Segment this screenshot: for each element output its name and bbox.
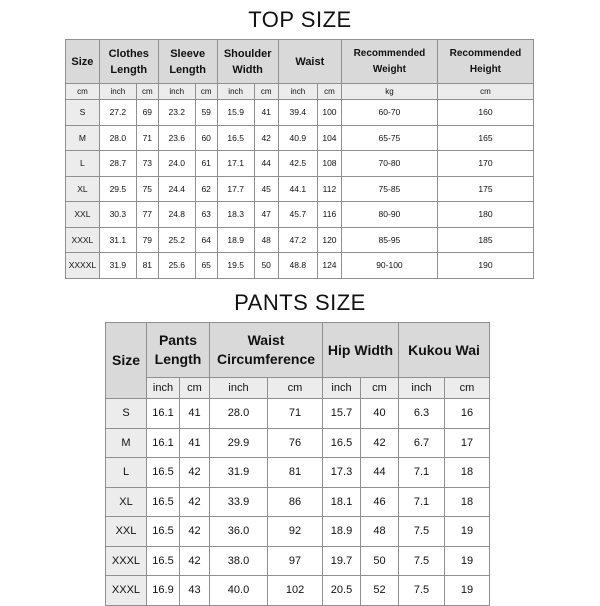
- unit-cell: cm: [437, 84, 533, 100]
- table-cell: 90-100: [341, 253, 437, 279]
- unit-cell: cm: [136, 84, 158, 100]
- table-cell: 28.0: [210, 399, 268, 429]
- table-cell: 86: [268, 487, 323, 517]
- table-cell: 73: [136, 151, 158, 177]
- top-size-title: TOP SIZE: [248, 7, 352, 32]
- table-cell: 19.7: [323, 546, 361, 576]
- table-cell: 75: [136, 176, 158, 202]
- table-cell: 31.9: [210, 458, 268, 488]
- size-label-cell: L: [66, 151, 100, 177]
- table-cell: 16.5: [147, 546, 180, 576]
- table-cell: 17.3: [323, 458, 361, 488]
- table-cell: 124: [317, 253, 341, 279]
- table-cell: 44: [361, 458, 399, 488]
- table-cell: 19: [445, 546, 490, 576]
- table-cell: 16.9: [147, 576, 180, 606]
- table-cell: 85-95: [341, 227, 437, 253]
- table-row: [66, 227, 534, 253]
- unit-cell: cm: [361, 378, 399, 399]
- table-cell: 60: [195, 125, 217, 151]
- table-cell: 61: [195, 151, 217, 177]
- table-cell: 18: [445, 458, 490, 488]
- header-shoulder-width: Shoulder Width: [217, 40, 278, 84]
- unit-cell: inch: [158, 84, 195, 100]
- top-body: [66, 100, 534, 279]
- unit-cell: cm: [445, 378, 490, 399]
- unit-cell: inch: [399, 378, 445, 399]
- table-cell: 120: [317, 227, 341, 253]
- pants-header-row: [106, 323, 490, 378]
- table-cell: 62: [195, 176, 217, 202]
- table-cell: 17.7: [217, 176, 254, 202]
- table-cell: 16.5: [217, 125, 254, 151]
- table-cell: 45.7: [278, 202, 317, 228]
- size-label-cell: XL: [106, 487, 147, 517]
- table-cell: 50: [361, 546, 399, 576]
- table-cell: 190: [437, 253, 533, 279]
- header-size: Size: [66, 40, 100, 84]
- size-label-cell: XXXL: [106, 576, 147, 606]
- table-row: [106, 546, 490, 576]
- table-cell: 79: [136, 227, 158, 253]
- header-waist: Waist: [278, 40, 341, 84]
- table-cell: 40.0: [210, 576, 268, 606]
- table-cell: 59: [195, 100, 217, 126]
- table-cell: 50: [254, 253, 278, 279]
- table-cell: 45: [254, 176, 278, 202]
- table-cell: 160: [437, 100, 533, 126]
- table-cell: 42: [180, 517, 210, 547]
- size-label-cell: L: [106, 458, 147, 488]
- table-cell: 75-85: [341, 176, 437, 202]
- table-row: [66, 100, 534, 126]
- table-cell: 65-75: [341, 125, 437, 151]
- table-cell: 81: [136, 253, 158, 279]
- table-cell: 102: [268, 576, 323, 606]
- size-label-cell: M: [66, 125, 100, 151]
- table-row: [106, 428, 490, 458]
- table-cell: 24.0: [158, 151, 195, 177]
- table-cell: 70-80: [341, 151, 437, 177]
- pants-units-row: [106, 378, 490, 399]
- table-cell: 31.9: [99, 253, 136, 279]
- table-cell: 16.5: [147, 458, 180, 488]
- table-cell: 29.5: [99, 176, 136, 202]
- table-cell: 24.4: [158, 176, 195, 202]
- table-cell: 42: [180, 458, 210, 488]
- table-cell: 40.9: [278, 125, 317, 151]
- table-cell: 6.3: [399, 399, 445, 429]
- table-cell: 185: [437, 227, 533, 253]
- table-cell: 16.5: [147, 487, 180, 517]
- table-cell: 180: [437, 202, 533, 228]
- table-cell: 19: [445, 517, 490, 547]
- table-cell: 27.2: [99, 100, 136, 126]
- unit-cell: inch: [217, 84, 254, 100]
- unit-cell: cm: [268, 378, 323, 399]
- table-row: [106, 487, 490, 517]
- table-cell: 97: [268, 546, 323, 576]
- table-cell: 71: [268, 399, 323, 429]
- unit-cell: inch: [147, 378, 180, 399]
- size-label-cell: M: [106, 428, 147, 458]
- table-cell: 65: [195, 253, 217, 279]
- table-cell: 18.3: [217, 202, 254, 228]
- table-cell: 77: [136, 202, 158, 228]
- header-waist-circumference: Waist Circumference: [210, 323, 323, 378]
- table-cell: 18.9: [217, 227, 254, 253]
- header-sleeve-length: Sleeve Length: [158, 40, 217, 84]
- table-cell: 16.1: [147, 428, 180, 458]
- size-label-cell: XXL: [66, 202, 100, 228]
- unit-cell: cm: [180, 378, 210, 399]
- table-cell: 15.7: [323, 399, 361, 429]
- table-cell: 7.1: [399, 458, 445, 488]
- header-hip-width: Hip Width: [323, 323, 399, 378]
- size-label-cell: XXXXL: [66, 253, 100, 279]
- table-cell: 42: [180, 487, 210, 517]
- table-row: [66, 176, 534, 202]
- table-cell: 30.3: [99, 202, 136, 228]
- table-cell: 46: [361, 487, 399, 517]
- table-cell: 81: [268, 458, 323, 488]
- table-cell: 60-70: [341, 100, 437, 126]
- table-row: [66, 202, 534, 228]
- table-cell: 16.5: [323, 428, 361, 458]
- table-cell: 39.4: [278, 100, 317, 126]
- table-cell: 108: [317, 151, 341, 177]
- table-cell: 16.1: [147, 399, 180, 429]
- table-cell: 43: [180, 576, 210, 606]
- table-cell: 48.8: [278, 253, 317, 279]
- header-kukou-wai: Kukou Wai: [399, 323, 490, 378]
- table-cell: 18.9: [323, 517, 361, 547]
- header-clothes-length: Clothes Length: [99, 40, 158, 84]
- table-cell: 17: [445, 428, 490, 458]
- size-label-cell: XL: [66, 176, 100, 202]
- table-cell: 80-90: [341, 202, 437, 228]
- top-units-row: [66, 84, 534, 100]
- table-cell: 63: [195, 202, 217, 228]
- table-cell: 42: [180, 546, 210, 576]
- table-cell: 7.5: [399, 576, 445, 606]
- unit-cell: cm: [317, 84, 341, 100]
- size-label-cell: XXXL: [106, 546, 147, 576]
- table-cell: 25.6: [158, 253, 195, 279]
- table-cell: 175: [437, 176, 533, 202]
- table-cell: 16: [445, 399, 490, 429]
- table-cell: 47.2: [278, 227, 317, 253]
- size-label-cell: S: [106, 399, 147, 429]
- table-cell: 44.1: [278, 176, 317, 202]
- table-cell: 52: [361, 576, 399, 606]
- unit-cell: inch: [210, 378, 268, 399]
- unit-cell: cm: [254, 84, 278, 100]
- table-cell: 7.1: [399, 487, 445, 517]
- table-cell: 165: [437, 125, 533, 151]
- header-recommended-height: Recommended Height: [437, 40, 533, 84]
- size-label-cell: S: [66, 100, 100, 126]
- table-cell: 48: [361, 517, 399, 547]
- table-cell: 25.2: [158, 227, 195, 253]
- table-cell: 17.1: [217, 151, 254, 177]
- table-cell: 100: [317, 100, 341, 126]
- table-cell: 41: [254, 100, 278, 126]
- table-cell: 48: [254, 227, 278, 253]
- pants-size-title: PANTS SIZE: [234, 290, 366, 315]
- table-cell: 16.5: [147, 517, 180, 547]
- unit-cell: inch: [99, 84, 136, 100]
- table-cell: 42.5: [278, 151, 317, 177]
- unit-cell: kg: [341, 84, 437, 100]
- table-cell: 19.5: [217, 253, 254, 279]
- pants-size-table: [105, 322, 490, 606]
- table-cell: 42: [361, 428, 399, 458]
- table-cell: 170: [437, 151, 533, 177]
- table-cell: 41: [180, 399, 210, 429]
- table-cell: 31.1: [99, 227, 136, 253]
- unit-cell: inch: [278, 84, 317, 100]
- table-cell: 19: [445, 576, 490, 606]
- table-cell: 44: [254, 151, 278, 177]
- table-cell: 92: [268, 517, 323, 547]
- table-cell: 76: [268, 428, 323, 458]
- unit-cell: cm: [66, 84, 100, 100]
- table-cell: 64: [195, 227, 217, 253]
- size-label-cell: XXXL: [66, 227, 100, 253]
- unit-cell: inch: [323, 378, 361, 399]
- table-cell: 20.5: [323, 576, 361, 606]
- table-cell: 6.7: [399, 428, 445, 458]
- table-cell: 18.1: [323, 487, 361, 517]
- table-cell: 36.0: [210, 517, 268, 547]
- table-cell: 7.5: [399, 546, 445, 576]
- table-cell: 69: [136, 100, 158, 126]
- top-size-table: [65, 39, 534, 279]
- table-cell: 47: [254, 202, 278, 228]
- table-cell: 40: [361, 399, 399, 429]
- size-label-cell: XXL: [106, 517, 147, 547]
- table-cell: 23.6: [158, 125, 195, 151]
- table-row: [66, 125, 534, 151]
- table-cell: 71: [136, 125, 158, 151]
- table-cell: 23.2: [158, 100, 195, 126]
- table-cell: 33.9: [210, 487, 268, 517]
- table-row: [106, 458, 490, 488]
- table-cell: 41: [180, 428, 210, 458]
- table-row: [106, 399, 490, 429]
- top-header-row: [66, 40, 534, 84]
- table-cell: 29.9: [210, 428, 268, 458]
- header-recommended-weight: Recommended Weight: [341, 40, 437, 84]
- table-cell: 112: [317, 176, 341, 202]
- table-row: [66, 151, 534, 177]
- table-row: [106, 576, 490, 606]
- unit-cell: cm: [195, 84, 217, 100]
- table-cell: 28.7: [99, 151, 136, 177]
- table-row: [66, 253, 534, 279]
- table-cell: 28.0: [99, 125, 136, 151]
- table-cell: 116: [317, 202, 341, 228]
- table-cell: 18: [445, 487, 490, 517]
- table-cell: 7.5: [399, 517, 445, 547]
- pants-body: [106, 399, 490, 606]
- header-pants-length: Pants Length: [147, 323, 210, 378]
- table-cell: 24.8: [158, 202, 195, 228]
- table-cell: 42: [254, 125, 278, 151]
- header-size: Size: [106, 323, 147, 399]
- table-cell: 15.9: [217, 100, 254, 126]
- table-cell: 104: [317, 125, 341, 151]
- table-row: [106, 517, 490, 547]
- table-cell: 38.0: [210, 546, 268, 576]
